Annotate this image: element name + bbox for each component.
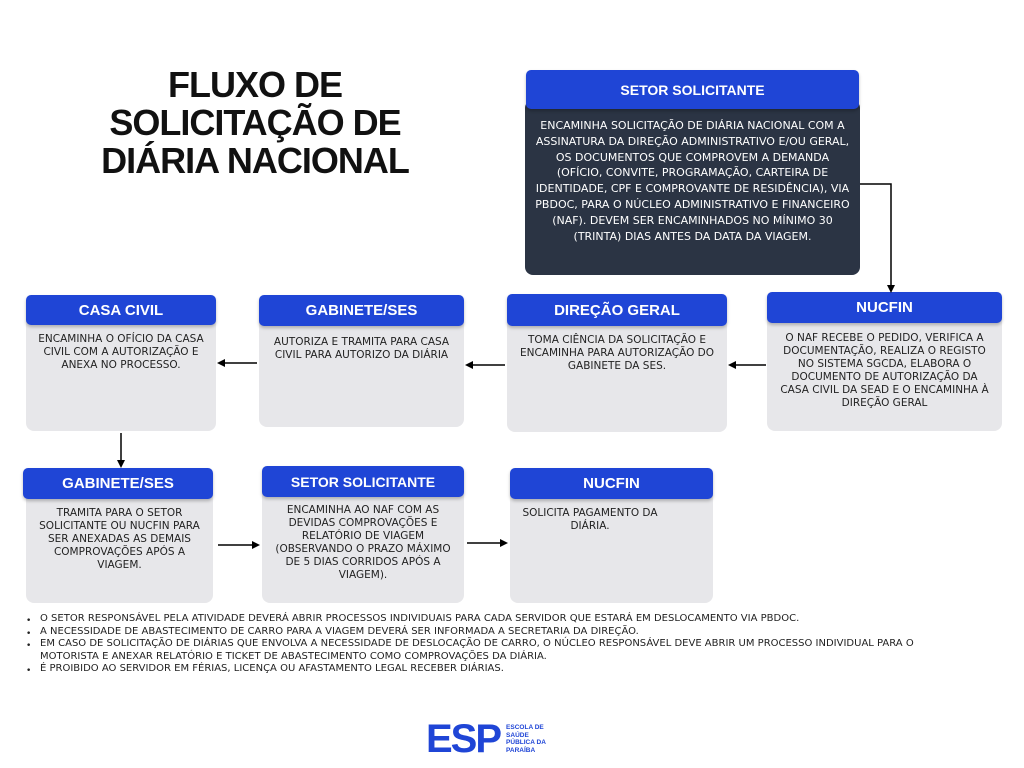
nucfin-1-text: O NAF RECEBE O PEDIDO, VERIFICA A DOCUMENTAÇÃO, REALIZA O REGISTO NO SISTEMA SGCDA, ELABORA O DOCUMENTO DE AUTORIZAÇÃO DA CASA CIVIL DA SEAD E O ENCAMINHA À DIREÇÃO GERAL (780, 332, 989, 409)
direcao-geral-header: DIREÇÃO GERAL (507, 294, 727, 326)
setor-solicitante-top-header: SETOR SOLICITANTE (526, 70, 859, 109)
nucfin-2-text: SOLICITA PAGAMENTO DA DIÁRIA. (522, 507, 658, 532)
gabinete-ses-1-header: GABINETE/SES (259, 295, 464, 326)
page-title: FLUXO DE SOLICITAÇÃO DE DIÁRIA NACIONAL (101, 64, 409, 181)
esp-logo (426, 717, 554, 761)
setor-solicitante-2-header: SETOR SOLICITANTE (262, 466, 464, 497)
casa-civil-header: CASA CIVIL (26, 295, 216, 325)
setor-solicitante-2-text: ENCAMINHA AO NAF COM AS DEVIDAS COMPROVAÇÕES E RELATÓRIO DE VIAGEM (OBSERVANDO O PRAZO MÁXIMO DE 5 DIAS CORRIDOS APÓS A VIAGEM). (275, 504, 451, 581)
note-item: • É PROIBIDO AO SERVIDOR EM FÉRIAS, LICENÇA OU AFASTAMENTO LEGAL RECEBER DIÁRIAS. (26, 663, 926, 676)
casa-civil-text: ENCAMINHA O OFÍCIO DA CASA CIVIL COM A AUTORIZAÇÃO E ANEXA NO PROCESSO. (38, 333, 204, 371)
logo-text: ESCOLA DE SAÚDE PÚBLICA DA PARAÍBA (506, 724, 546, 754)
note-item: • A NECESSIDADE DE ABASTECIMENTO DE CARRO PARA A VIAGEM DEVERÁ SER INFORMADA A SECRETARIA DA DIREÇÃO. (26, 626, 926, 639)
nucfin-1-header: NUCFIN (767, 292, 1002, 323)
nucfin-2-header: NUCFIN (510, 468, 713, 499)
direcao-geral-text: TOMA CIÊNCIA DA SOLICITAÇÃO E ENCAMINHA PARA AUTORIZAÇÃO DO GABINETE DA SES. (519, 334, 715, 372)
gabinete-ses-1-text: AUTORIZA E TRAMITA PARA CASA CIVIL PARA AUTORIZO DA DIÁRIA (273, 336, 450, 361)
notes-list (26, 613, 926, 676)
note-item: • EM CASO DE SOLICITAÇÃO DE DIÁRIAS QUE ENVOLVA A NECESSIDADE DE DESLOCAÇÃO DE CARRO, O NÚCLEO RESPONSÁVEL DEVE ABRIR UM PROCESSO INDIVIDUAL PARA O MOTORISTA E ANEXAR RELATÓRIO E TICKET DE ABASTECIMENTO COMO COMPROVAÇÕES DA DIÁRIA. (26, 638, 926, 663)
setor-solicitante-top-text: ENCAMINHA SOLICITAÇÃO DE DIÁRIA NACIONAL COM A ASSINATURA DA DIREÇÃO ADMINISTRATIVO E/OU GERAL, OS DOCUMENTOS QUE COMPROVEM A DEMANDA (OFÍCIO, CONVITE, PROGRAMAÇÃO, CARTEIRA DE IDENTIDADE, CPF E COMPROVANTE DE RESIDÊNCIA), VIA PBDOC, PARA O NÚCLEO ADMINISTRATIVO E FINANCEIRO (NAF). DEVEM SER ENCAMINHADOS NO MÍNIMO 30 (TRINTA) DIAS ANTES DA DATA DA VIAGEM. (535, 119, 850, 243)
gabinete-ses-2-text: TRAMITA PARA O SETOR SOLICITANTE OU NUCFIN PARA SER ANEXADAS AS DEMAIS COMPROVAÇÕES APÓS A VIAGEM. (39, 507, 200, 571)
note-item: • O SETOR RESPONSÁVEL PELA ATIVIDADE DEVERÁ ABRIR PROCESSOS INDIVIDUAIS PARA CADA SERVIDOR QUE ESTARÁ EM DESLOCAMENTO VIA PBDOC. (26, 613, 926, 626)
gabinete-ses-2-header: GABINETE/SES (23, 468, 213, 499)
logo-mark: ESP (426, 717, 501, 761)
arrow-setor-to-nucfin (860, 184, 891, 291)
